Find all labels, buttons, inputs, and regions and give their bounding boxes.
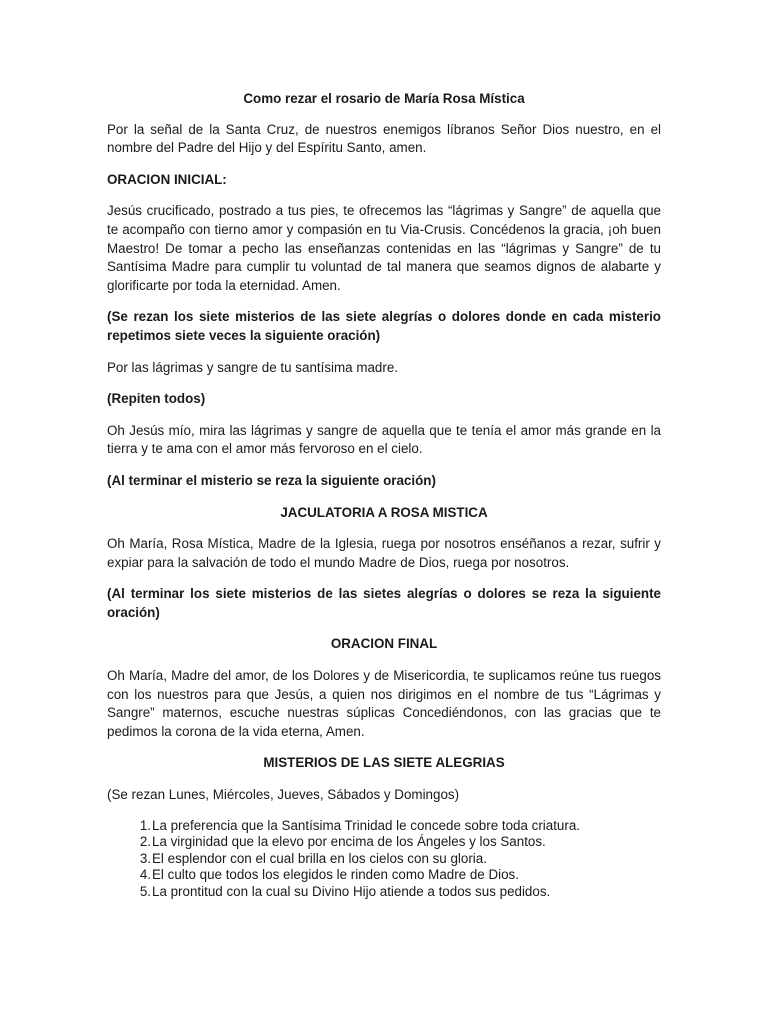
joys-heading: MISTERIOS DE LAS SIETE ALEGRIAS xyxy=(263,755,505,771)
document-page xyxy=(107,90,661,901)
jaculatoria-heading: JACULATORIA A ROSA MISTICA xyxy=(280,504,488,520)
list-item-text: El esplendor con el cual brilla en los cielos con su gloria. xyxy=(152,850,487,866)
jaculatoria-paragraph: Oh María, Rosa Mística, Madre de la Iglesia, ruega por nosotros enséñanos a rezar, sufrir y expiar para la salvación de todo el mundo Madre de Dios, ruega por nosotros. xyxy=(107,536,661,570)
list-item-number: 1. xyxy=(139,817,151,833)
document-title: Como rezar el rosario de María Rosa Mística xyxy=(243,91,525,106)
end-seven-note: (Al terminar los siete misterios de las sietes alegrías o dolores se reza la siguiente oración) xyxy=(107,586,661,620)
initial-prayer-heading: ORACION INICIAL: xyxy=(107,171,227,187)
list-item-text: La prontitud con la cual su Divino Hijo atiende a todos sus pedidos. xyxy=(152,884,551,899)
intro-paragraph: Por la señal de la Santa Cruz, de nuestros enemigos líbranos Señor Dios nuestro, en el nombre del Padre del Hijo y del Espíritu Santo, amen. xyxy=(107,121,661,156)
joys-days: (Se rezan Lunes, Miércoles, Jueves, Sábados y Domingos) xyxy=(107,787,460,803)
mysteries-note: (Se rezan los siete misterios de las siete alegrías o dolores donde en cada misterio repetimos siete veces la siguiente oración) xyxy=(107,309,661,343)
list-item xyxy=(107,884,661,901)
list-item-text: El culto que todos los elegidos le rinden como Madre de Dios. xyxy=(152,867,519,883)
response-prayer: Oh Jesús mío, mira las lágrimas y sangre de aquella que te tenía el amor más grande en la tierra y te ama con el amor más fervoroso en el cielo. xyxy=(107,422,661,457)
initial-prayer-paragraph: Jesús crucificado, postrado a tus pies, te ofrecemos las “lágrimas y Sangre” de aquella que te acompaño con tierno amor y compasión en tu Via-Crusis. Concédenos la gracia, ¡oh buen Maestro! De tomar a pecho las enseñanzas contenidas en las “lágrimas y Sangre” de tu Santísima Madre para cumplir tu voluntad de tal manera que seamos dignos de alabarte y glorificarte por toda la eternidad. Amen. xyxy=(107,203,661,293)
all-repeat-note: (Repiten todos) xyxy=(107,391,206,407)
final-prayer-heading: ORACION FINAL xyxy=(330,636,438,652)
repeat-prayer: Por las lágrimas y sangre de tu santísima madre. xyxy=(107,359,398,375)
list-item xyxy=(107,834,661,851)
list-item-number: 2. xyxy=(139,834,151,850)
list-item xyxy=(107,851,661,868)
joys-list xyxy=(107,818,661,901)
end-mystery-note: (Al terminar el misterio se reza la siguiente oración) xyxy=(107,472,436,488)
list-item-text: La preferencia que la Santísima Trinidad le concede sobre toda criatura. xyxy=(152,817,581,833)
list-item-number: 3. xyxy=(139,850,151,866)
list-item-number: 5. xyxy=(139,884,151,899)
final-prayer-paragraph: Oh María, Madre del amor, de los Dolores y de Misericordia, te suplicamos reúne tus ruegos con los nuestros para que Jesús, a quien nos dirigimos en el nombre de tus “Lágrimas y Sangre” maternos, escuche nuestras súplicas Concediéndonos, con las gracias que te pedimos la corona de la vida eterna, Amen. xyxy=(107,668,661,739)
list-item xyxy=(107,867,661,884)
list-item-text: La virginidad que la elevo por encima de los Ángeles y los Santos. xyxy=(152,834,546,850)
list-item-number: 4. xyxy=(139,867,151,883)
list-item xyxy=(107,818,661,835)
